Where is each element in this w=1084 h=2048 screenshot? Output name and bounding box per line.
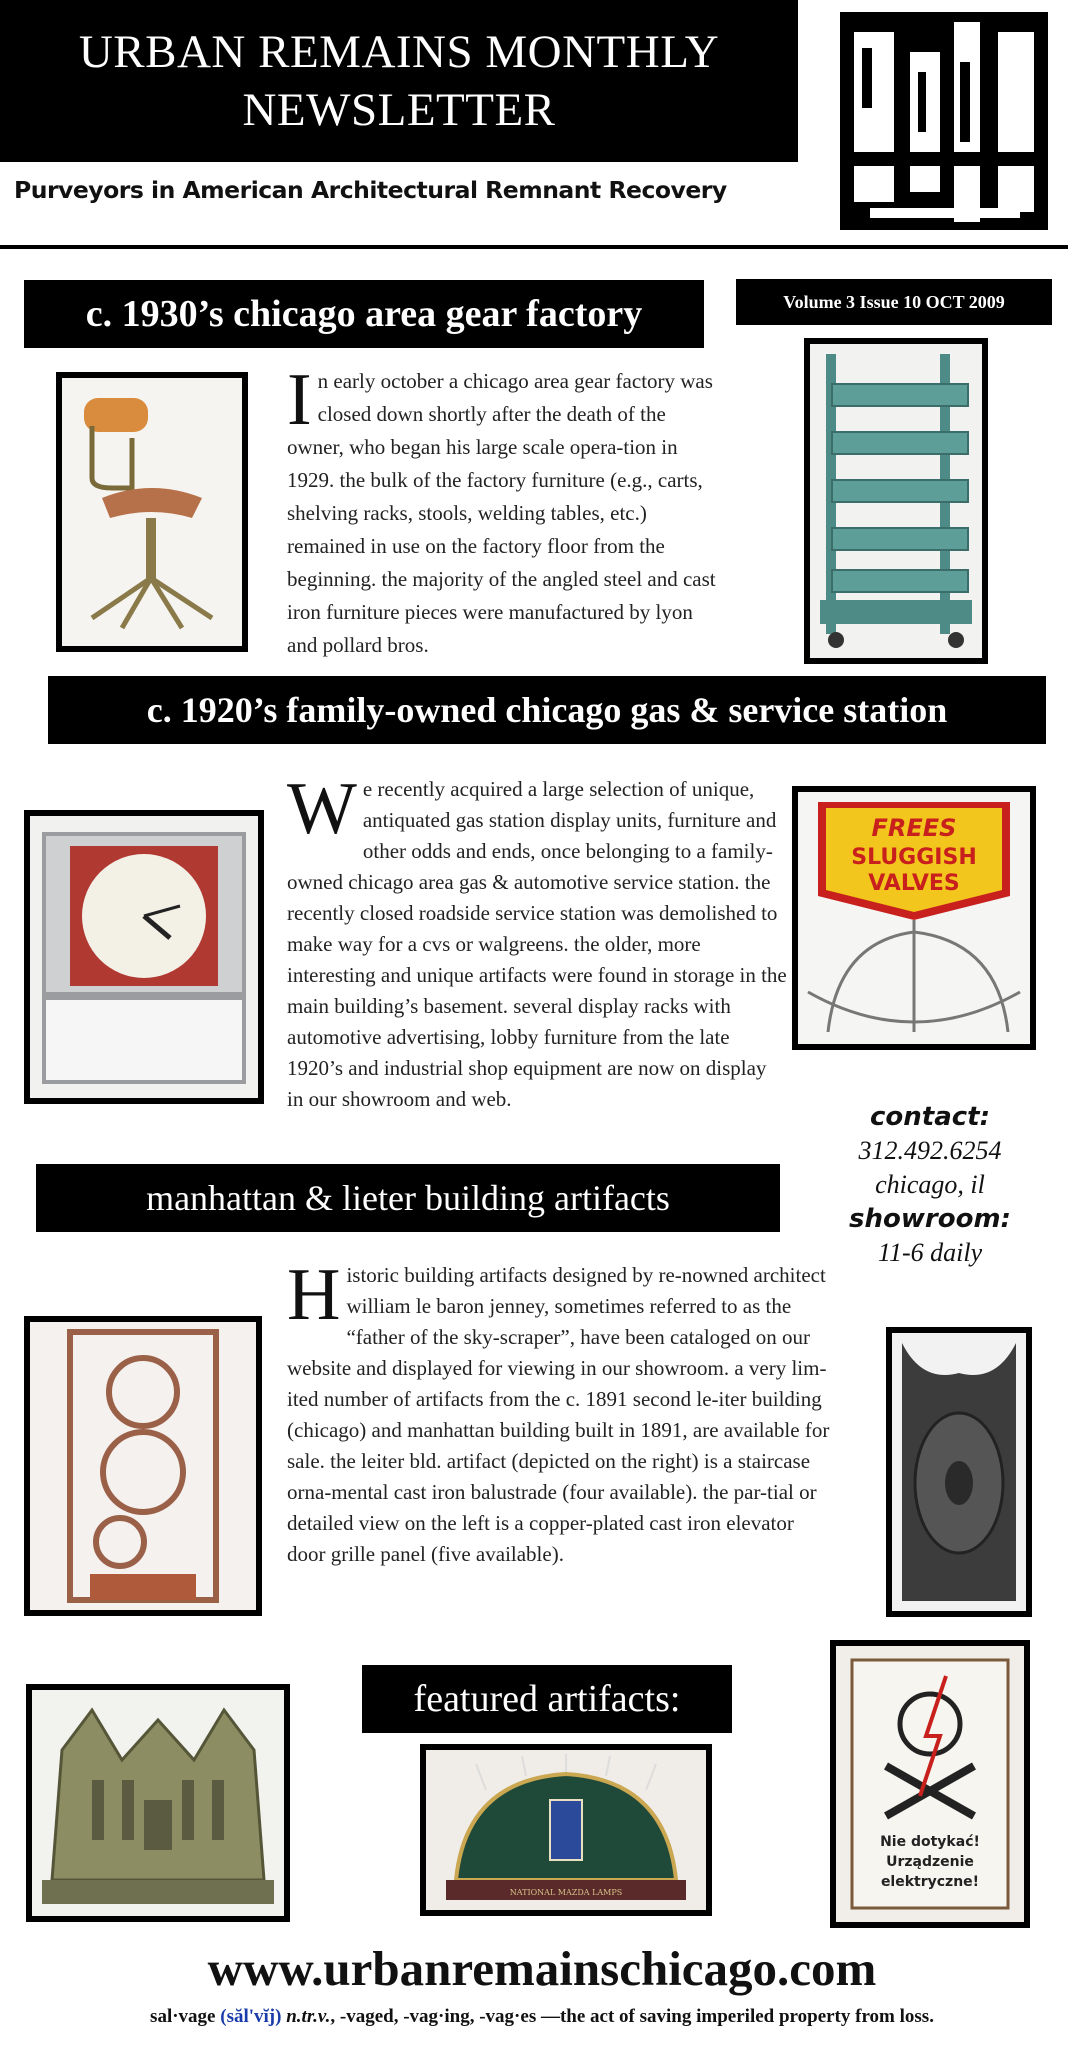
showroom-label: showroom: [849,1204,1011,1234]
drop-cap: I [287,359,312,441]
masthead-rule [0,245,1068,249]
balustrade-image [886,1327,1032,1617]
contact-city: chicago, il [875,1170,985,1199]
electrical-warning-sign-image [830,1640,1030,1928]
warning-line-2: Urządzenie [886,1854,974,1870]
contact-label: contact: [870,1102,990,1132]
title-line-1: URBAN REMAINS MONTHLY [78,26,720,78]
contact-phone: 312.492.6254 [858,1136,1002,1165]
definition-pronunciation: (săl'vĭj) [220,2006,282,2027]
website-url[interactable]: www.urbanremainschicago.com [207,1941,877,1996]
sign-line-2: SLUGGISH [851,845,977,870]
section-heading-manhattan-lieter: manhattan & lieter building artifacts [36,1164,780,1232]
mazda-lamp-display-image [420,1744,712,1916]
contact-block [820,1100,1040,1270]
section-body-gas-station [287,768,787,1115]
wall-clock-image [24,810,264,1104]
definition-text: , -vaged, -vag·ing, -vag·es —the act of saving imperiled property from loss. [330,2006,934,2027]
title-line-2: NEWSLETTER [242,84,556,136]
showroom-hours: 11-6 daily [877,1238,983,1267]
section-text: e recently acquired a large selection of unique, antiquated gas station display units, furniture and other odds and ends, once belonging to a family-owned chicago area gas & automotive service station. the recently closed roadside service station was demolished to make way for a cvs or walgreens. the older, more interesting and unique artifacts were found in storage in the main building’s basement. several display racks with automotive advertising, lobby furniture from the late 1920’s and industrial shop equipment are now on display in our showroom and web. [287,777,787,1111]
section-text: istoric building artifacts designed by re-nowned architect william le baron jenney, sometimes referred to as the “father of the sky-scraper”, have been cataloged on our website and displayed for viewing in our showroom. a very lim-ited number of artifacts from the c. 1891 second le-iter building (chicago) and manhattan building built in 1891, are available for sale. the leiter bld. artifact (depicted on the right) is a staircase orna-mental cast iron balustrade (four available). the par-tial or detailed view on the left is a copper-plated cast iron elevator door grille panel (five available). [287,1263,830,1566]
lamp-label: NATIONAL MAZDA LAMPS [509,1888,623,1897]
section-heading-gas-station: c. 1920’s family-owned chicago gas & service station [48,676,1046,744]
sign-line-1: FREES [871,814,957,842]
newsletter-title [0,0,798,162]
section-heading-featured-artifacts: featured artifacts: [362,1665,732,1733]
warning-line-1: Nie dotykać! [880,1834,980,1850]
tagline: Purveyors in American Architectural Remnant Recovery [14,176,727,204]
volume-issue-badge: Volume 3 Issue 10 OCT 2009 [736,279,1052,325]
elevator-grille-image [24,1316,262,1616]
frees-sluggish-valves-sign-image [792,786,1036,1050]
building-model-image [26,1684,290,1922]
salvage-definition [0,2006,1084,2028]
building-logo-image [840,12,1048,230]
definition-part-of-speech: n.tr.v. [286,2006,331,2027]
section-body-manhattan-lieter [287,1254,837,1570]
warning-line-3: elektryczne! [880,1874,980,1890]
section-body-gear-factory [287,359,727,662]
definition-word: sal·vage [150,2006,216,2027]
section-heading-gear-factory: c. 1930’s chicago area gear factory [24,280,704,348]
drop-cap: H [287,1254,341,1336]
sign-line-3: VALVES [868,871,960,896]
section-text: n early october a chicago area gear factory was closed down shortly after the death of the owner, who began his large scale opera-tion in 1929. the bulk of the factory furniture (e.g., carts, shelving racks, stools, welding tables, etc.) remained in use on the factory floor from the beginning. the majority of the angled steel and cast iron furniture pieces were manufactured by lyon and pollard bros. [287,369,716,657]
drop-cap: W [287,768,357,850]
shelving-cart-image [804,338,988,664]
stool-image [56,372,248,652]
